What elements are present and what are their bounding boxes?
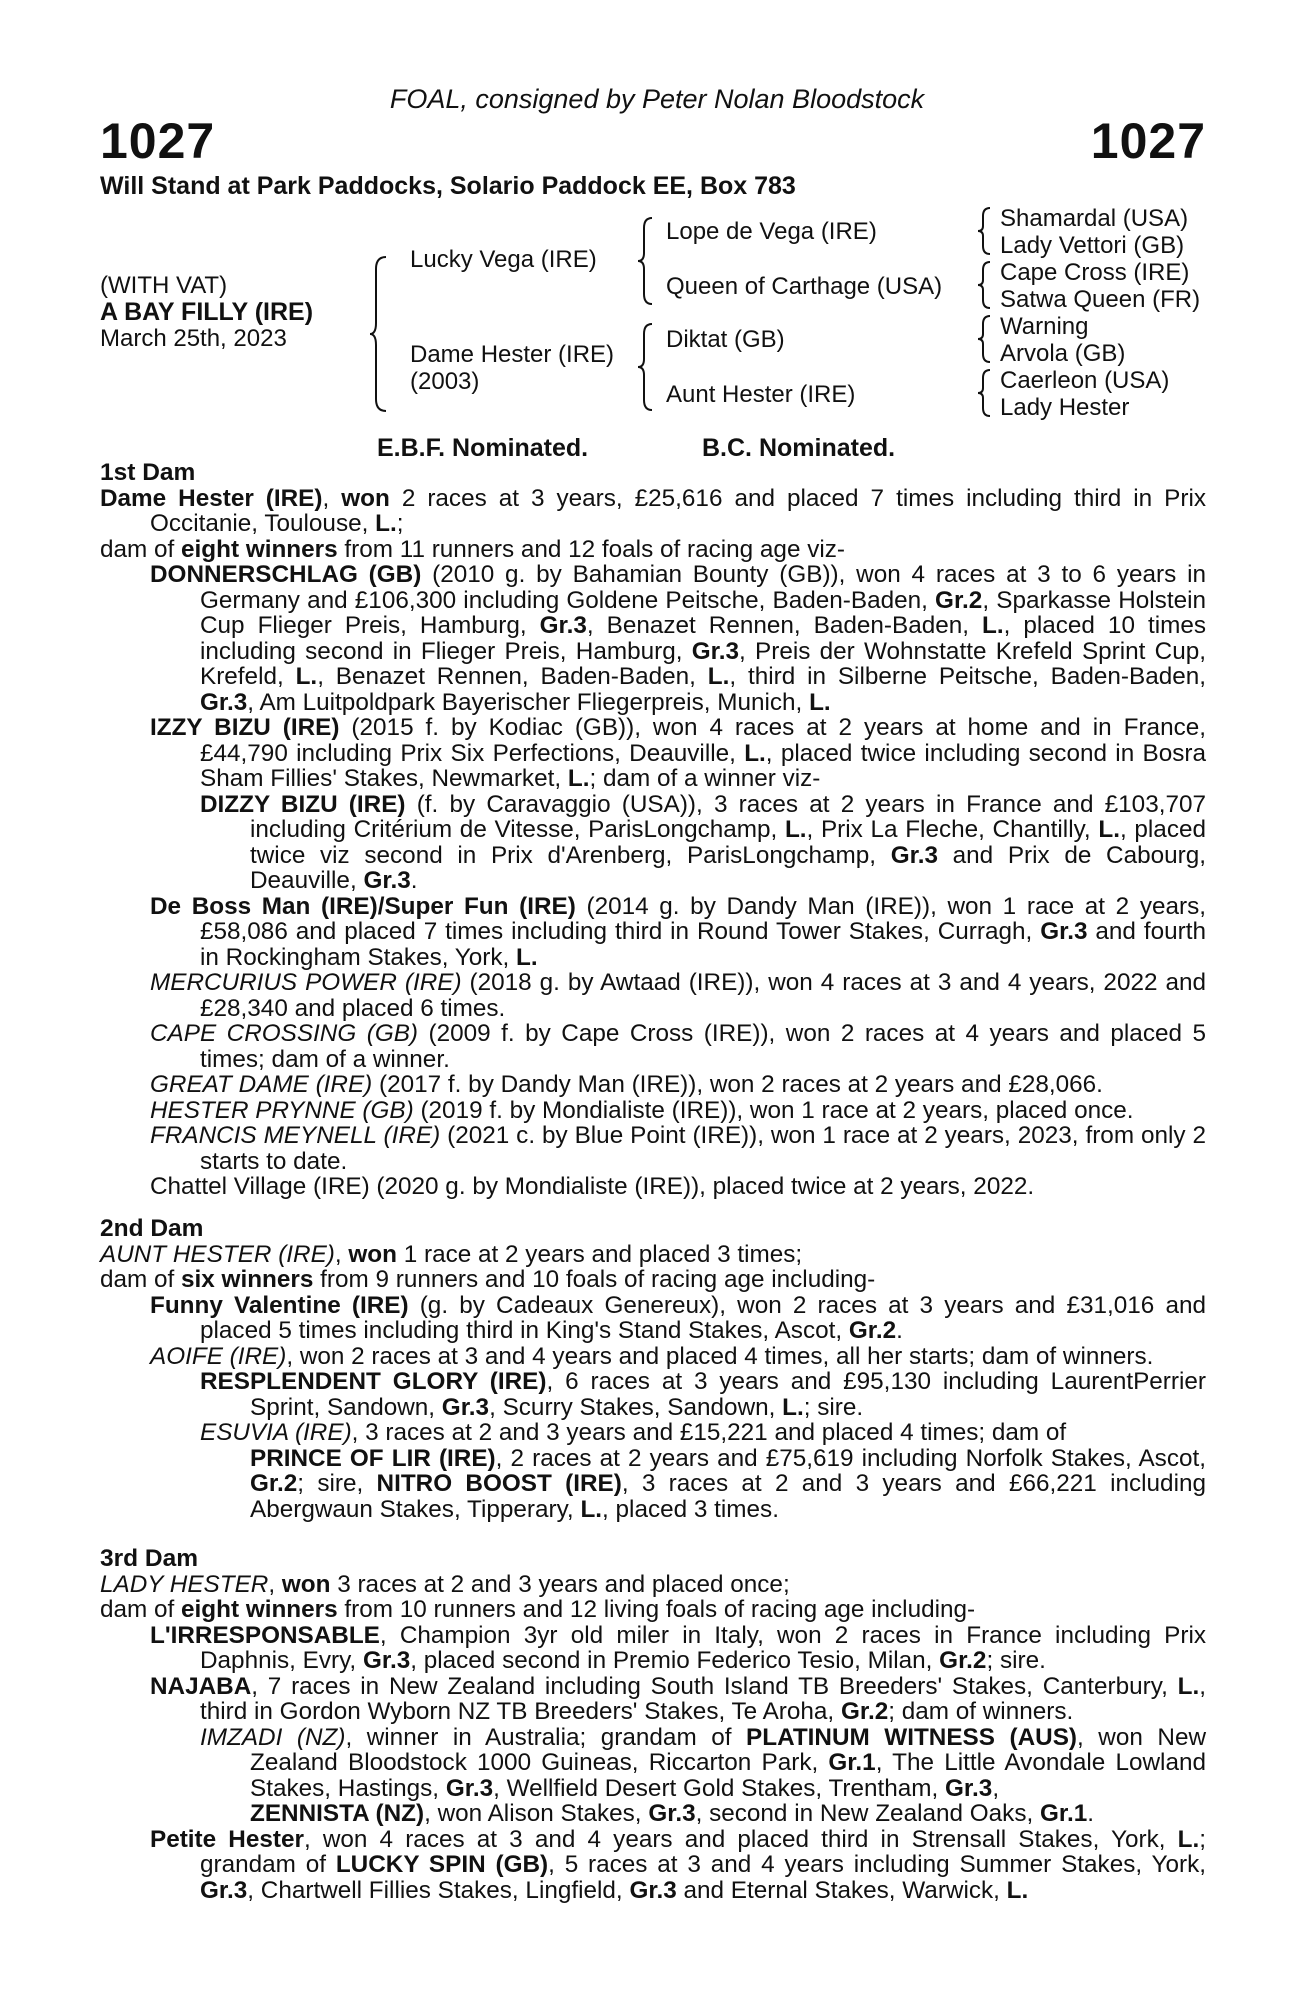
sire-dam-sire: Cape Cross (IRE) bbox=[1000, 259, 1190, 286]
text: , won New Zealand Bloodstock 1000 Guineas, Riccarton Park, bbox=[250, 1723, 1207, 1776]
consignor-line: FOAL, consigned by Peter Nolan Bloodstock bbox=[389, 84, 925, 114]
grade-tag: Gr.3 bbox=[200, 688, 248, 716]
listed-tag: L. bbox=[1177, 1825, 1200, 1853]
horse-name: ZENNISTA (NZ) bbox=[250, 1800, 425, 1827]
text: (2010 g. by Bahamian Bounty (GB)), won 4 races at 3 to 6 years in Germany and £106,300 including Goldene Peitsche, Baden-Baden, bbox=[200, 561, 1206, 614]
dam-dam-dam: Lady Hester bbox=[1000, 394, 1130, 421]
text: (f. by Caravaggio (USA)), 3 races at 2 years in France and £103,707 including Critérium de Vitesse, ParisLongchamp, bbox=[250, 790, 1206, 843]
sire-sire-dam: Lady Vettori (GB) bbox=[1000, 232, 1185, 259]
text: , 3 races at 2 and 3 years and £66,221 including Abergwaun Stakes, Tipperary, bbox=[250, 1470, 1206, 1523]
horse-name: IZZY BIZU (IRE) bbox=[150, 714, 340, 741]
horse-name: NAJABA bbox=[150, 1672, 252, 1700]
text: , Preis der Wohnstatte Krefeld Sprint Cup, Krefeld, bbox=[200, 637, 1206, 690]
text: , winner in Australia; grandam of bbox=[345, 1723, 747, 1751]
progeny-donnerschlag bbox=[100, 562, 1206, 715]
text: , 5 races at 3 and 4 years including Summer Stakes, York, bbox=[548, 1851, 1206, 1878]
text: , Am Luitpoldpark Bayerischer Fliegerpreis, Munich, bbox=[247, 688, 810, 716]
dam-sire-sire: Warning bbox=[1000, 313, 1089, 340]
second-dam-name: AUNT HESTER (IRE) bbox=[100, 1240, 335, 1268]
text: , 3 races at 2 and 3 years and £15,221 and placed 4 times; dam of bbox=[351, 1419, 1067, 1446]
horse-name: Petite Hester bbox=[150, 1825, 304, 1853]
text: , second in New Zealand Oaks, bbox=[695, 1800, 1040, 1827]
dam-sire-dam: Arvola (GB) bbox=[1000, 340, 1126, 367]
text: , Scurry Stakes, Sandown, bbox=[489, 1393, 783, 1421]
grade-tag: Gr.2 bbox=[848, 1317, 897, 1344]
progeny-petite-hester bbox=[100, 1827, 1206, 1904]
progeny-cape-crossing bbox=[100, 1021, 1206, 1072]
text: . bbox=[1087, 1800, 1095, 1827]
won-label: won bbox=[348, 1240, 397, 1268]
text: (2009 f. by Cape Cross (IRE)), won 2 races at 4 years and placed 5 times; dam of a winner. bbox=[200, 1020, 1206, 1073]
stand-location: Will Stand at Park Paddocks, Solario Paddock EE, Box 783 bbox=[100, 172, 796, 200]
horse-name: De Boss Man (IRE)/Super Fun (IRE) bbox=[150, 892, 576, 920]
horse-name: DIZZY BIZU (IRE) bbox=[200, 790, 406, 818]
grade-tag: Gr.3 bbox=[362, 1647, 411, 1674]
horse-name: IMZADI (NZ) bbox=[200, 1723, 346, 1751]
horse-name: LUCKY SPIN (GB) bbox=[335, 1851, 549, 1878]
horse-name: CAPE CROSSING (GB) bbox=[150, 1020, 419, 1047]
text: , Benazet Rennen, Baden-Baden, bbox=[586, 612, 982, 639]
vat-note: (WITH VAT) bbox=[100, 272, 228, 299]
winners-count: eight winners bbox=[181, 535, 338, 563]
sire-dam: Queen of Carthage (USA) bbox=[666, 273, 943, 300]
lot-number-right: 1027 bbox=[1090, 113, 1206, 169]
first-dam-intro: Dame Hester (IRE), won 2 races at 3 years, £25,616 and placed 7 times including third in Prix Occitanie, Toulouse, L.; bbox=[100, 484, 1206, 537]
horse-dob: March 25th, 2023 bbox=[100, 325, 287, 352]
pedigree-brace-dd bbox=[976, 368, 996, 418]
grade-tag: Gr.3 bbox=[539, 612, 587, 639]
grade-tag: Gr.3 bbox=[363, 867, 411, 894]
horse-name: DONNERSCHLAG (GB) bbox=[150, 561, 422, 588]
text: , bbox=[268, 1570, 282, 1598]
listed-tag: L. bbox=[784, 816, 807, 843]
text: , won 4 races at 3 and 4 years and placed third in Strensall Stakes, York, bbox=[303, 1825, 1178, 1853]
horse-name: Funny Valentine (IRE) bbox=[150, 1291, 409, 1319]
listed-tag: L. bbox=[744, 739, 766, 767]
sire-sire: Lope de Vega (IRE) bbox=[666, 218, 877, 245]
listed-tag: L. bbox=[707, 663, 730, 690]
text: (2021 c. by Blue Point (IRE)), won 1 race at 2 years, 2023, from only 2 starts to date. bbox=[200, 1122, 1206, 1175]
listed-tag: L. bbox=[782, 1393, 804, 1421]
second-dam-produce-summary bbox=[100, 1267, 1206, 1293]
text: and Prix de Cabourg, Deauville, bbox=[250, 841, 1206, 894]
lot-number-left: 1027 bbox=[100, 113, 216, 169]
text: from 11 runners and 12 foals of racing age viz- bbox=[337, 535, 845, 563]
text: ; sire. bbox=[986, 1647, 1046, 1674]
text: , Prix La Fleche, Chantilly, bbox=[806, 816, 1099, 843]
listed-tag: L. bbox=[982, 612, 1004, 639]
text: dam of bbox=[100, 535, 182, 563]
pedigree-brace-ss bbox=[976, 206, 996, 256]
progeny-dizzy-bizu bbox=[100, 792, 1206, 894]
grade-tag: Gr.3 bbox=[890, 841, 938, 869]
horse-name: ESUVIA (IRE) bbox=[200, 1419, 352, 1446]
text: , placed 3 times. bbox=[602, 1495, 779, 1523]
horse-name: MERCURIUS POWER (IRE) bbox=[150, 969, 462, 996]
horse-name: RESPLENDENT GLORY (IRE) bbox=[200, 1368, 547, 1395]
pedigree-brace-sire bbox=[636, 216, 658, 306]
horse-name: PLATINUM WITNESS (AUS) bbox=[746, 1723, 1077, 1751]
progeny-aoife bbox=[100, 1344, 1206, 1370]
text: (2017 f. by Dandy Man (IRE)), won 2 races at 2 years and £28,066. bbox=[372, 1071, 1103, 1098]
horse-name: HESTER PRYNNE (GB) bbox=[150, 1096, 414, 1124]
text: (2014 g. by Dandy Man (IRE)), won 1 race at 2 years, £58,086 and placed 7 times including third in Round Tower Stakes, Curragh, bbox=[200, 892, 1207, 945]
first-dam-section bbox=[100, 460, 1206, 1200]
grade-tag: Gr.2 bbox=[939, 1647, 987, 1674]
text: , won 2 races at 3 and 4 years and placed 4 times, all her starts; dam of winners. bbox=[286, 1342, 1154, 1370]
listed-tag: L. bbox=[516, 943, 538, 971]
pedigree-brace-dam bbox=[636, 322, 658, 412]
won-label: won bbox=[341, 484, 390, 512]
text: , 2 races at 2 years and £75,619 including Norfolk Stakes, Ascot, bbox=[495, 1444, 1206, 1472]
text: ; sire. bbox=[803, 1393, 864, 1421]
pedigree-brace-ds bbox=[976, 314, 996, 364]
progeny-esuvia bbox=[100, 1420, 1206, 1446]
text: and fourth in Rockingham Stakes, York, bbox=[200, 918, 1206, 971]
first-dam-produce-summary bbox=[100, 537, 1206, 563]
progeny-funny-valentine bbox=[100, 1293, 1206, 1344]
text: and Eternal Stakes, Warwick, bbox=[676, 1876, 1007, 1904]
text: ; bbox=[396, 510, 404, 537]
third-dam-section bbox=[100, 1546, 1206, 1903]
progeny-najaba bbox=[100, 1674, 1206, 1725]
listed-tag: L. bbox=[1006, 1876, 1029, 1904]
text: , Wellfield Desert Gold Stakes, Trentham, bbox=[493, 1774, 946, 1802]
text: , Champion 3yr old miler in Italy, won 2 races in France including Prix Daphnis, Evry, bbox=[200, 1621, 1206, 1674]
horse-name: A BAY FILLY (IRE) bbox=[100, 298, 314, 326]
text: ; grandam of bbox=[200, 1825, 1206, 1878]
text: ; sire, bbox=[297, 1470, 377, 1497]
listed-tag: L. bbox=[1098, 816, 1120, 843]
winners-count: eight winners bbox=[181, 1596, 338, 1623]
listed-tag: L. bbox=[1177, 1672, 1200, 1700]
pedigree-brace-main bbox=[368, 255, 392, 413]
text: , placed twice including second in Bosra Sham Fillies' Stakes, Newmarket, bbox=[200, 739, 1206, 792]
text: 1 race at 2 years and placed 3 times; bbox=[397, 1240, 803, 1268]
grade-tag: Gr.2 bbox=[935, 586, 983, 614]
grade-tag: Gr.3 bbox=[200, 1876, 248, 1904]
listed-tag: L. bbox=[567, 765, 590, 792]
first-dam-heading: 1st Dam bbox=[100, 459, 196, 486]
text: , 7 races in New Zealand including South Island TB Breeders' Stakes, Canterbury, bbox=[251, 1672, 1178, 1700]
text: , bbox=[334, 1240, 349, 1268]
text: , The Little Avondale Lowland Stakes, Hastings, bbox=[250, 1749, 1206, 1802]
ebf-nomination: E.B.F. Nominated. bbox=[377, 434, 589, 462]
text: , third in Gordon Wyborn NZ TB Breeders' Stakes, Te Aroha, bbox=[200, 1672, 1206, 1725]
grade-tag: Gr.3 bbox=[945, 1774, 993, 1802]
text: , placed 10 times including second in Flieger Preis, Hamburg, bbox=[200, 612, 1206, 665]
progeny-chattel-village: Chattel Village (IRE) (2020 g. by Mondialiste (IRE)), placed twice at 2 years, 2022. bbox=[150, 1173, 1035, 1200]
text: , placed twice viz second in Prix d'Arenberg, ParisLongchamp, bbox=[250, 816, 1206, 869]
listed-tag: L. bbox=[809, 688, 831, 716]
text: , 6 races at 3 years and £95,130 including LaurentPerrier Sprint, Sandown, bbox=[250, 1368, 1206, 1421]
text: , Chartwell Fillies Stakes, Lingfield, bbox=[247, 1876, 630, 1904]
text: , third in Silberne Peitsche, Baden-Baden, bbox=[729, 663, 1206, 690]
text: , bbox=[992, 1774, 1000, 1802]
grade-tag: Gr.2 bbox=[250, 1470, 298, 1497]
pedigree-brace-sd bbox=[976, 260, 996, 310]
first-dam-name: Dame Hester (IRE) bbox=[100, 484, 323, 512]
text: , placed second in Premio Federico Tesio, Milan, bbox=[410, 1647, 940, 1674]
grade-tag: Gr.3 bbox=[629, 1876, 677, 1904]
second-dam-section bbox=[100, 1216, 1206, 1522]
dam-dam-sire: Caerleon (USA) bbox=[1000, 367, 1170, 394]
horse-name: FRANCIS MEYNELL (IRE) bbox=[150, 1122, 441, 1149]
progeny-francis-meynell bbox=[100, 1123, 1206, 1174]
horse-name: L'IRRESPONSABLE bbox=[150, 1621, 380, 1649]
second-dam-heading: 2nd Dam bbox=[100, 1215, 204, 1242]
horse-name: GREAT DAME (IRE) bbox=[150, 1071, 373, 1098]
text: 3 races at 2 and 3 years and placed once; bbox=[330, 1570, 790, 1598]
second-dam-intro bbox=[100, 1242, 1206, 1268]
text: dam of bbox=[100, 1596, 182, 1623]
text: dam of bbox=[100, 1266, 182, 1293]
third-dam-heading: 3rd Dam bbox=[100, 1545, 199, 1572]
grade-tag: Gr.3 bbox=[441, 1393, 490, 1421]
text: , Benazet Rennen, Baden-Baden, bbox=[317, 663, 708, 690]
text: ; dam of a winner viz- bbox=[589, 765, 821, 792]
grade-tag: Gr.3 bbox=[648, 1800, 696, 1827]
third-dam-produce-summary bbox=[100, 1597, 1206, 1623]
text: (g. by Cadeaux Genereux), won 2 races at 3 years and £31,016 and placed 5 times including third in King's Stand Stakes, Ascot, bbox=[200, 1291, 1206, 1344]
won-label: won bbox=[281, 1570, 331, 1598]
listed-tag: L. bbox=[295, 663, 318, 690]
progeny-mercurius-power bbox=[100, 970, 1206, 1021]
horse-name: PRINCE OF LIR (IRE) bbox=[250, 1444, 496, 1472]
bc-nomination: B.C. Nominated. bbox=[702, 434, 896, 462]
progeny-lirresponsable bbox=[100, 1623, 1206, 1674]
text: from 9 runners and 10 foals of racing age including- bbox=[313, 1266, 876, 1293]
grade-tag: Gr.1 bbox=[828, 1749, 876, 1776]
sire-dam-dam: Satwa Queen (FR) bbox=[1000, 286, 1201, 313]
progeny-prince-of-lir bbox=[100, 1446, 1206, 1523]
dam-dam: Aunt Hester (IRE) bbox=[666, 381, 856, 408]
text: (2018 g. by Awtaad (IRE)), won 4 races at 3 and 4 years, 2022 and £28,340 and placed 6 times. bbox=[200, 969, 1206, 1022]
listed-tag: L. bbox=[375, 510, 397, 537]
horse-name: NITRO BOOST (IRE) bbox=[376, 1470, 622, 1497]
winners-count: six winners bbox=[181, 1266, 314, 1293]
grade-tag: Gr.3 bbox=[445, 1774, 494, 1802]
text: (2015 f. by Kodiac (GB)), won 4 races at 2 years at home and in France, £44,790 including Prix Six Perfections, Deauville, bbox=[200, 714, 1206, 767]
dam-sire: Diktat (GB) bbox=[666, 326, 785, 353]
progeny-izzy-bizu bbox=[100, 715, 1206, 792]
text: 2 races at 3 years, £25,616 and placed 7 times including third in Prix Occitanie, Toulouse, bbox=[150, 484, 1206, 537]
text: . bbox=[410, 867, 418, 894]
sire-sire-sire: Shamardal (USA) bbox=[1000, 205, 1189, 232]
text: ; dam of winners. bbox=[888, 1698, 1074, 1725]
dam-year: (2003) bbox=[410, 368, 480, 395]
grade-tag: Gr.1 bbox=[1039, 1800, 1088, 1827]
grade-tag: Gr.3 bbox=[1040, 918, 1088, 945]
text: , won Alison Stakes, bbox=[424, 1800, 649, 1827]
progeny-hester-prynne bbox=[100, 1098, 1206, 1124]
horse-name: AOIFE (IRE) bbox=[150, 1342, 287, 1370]
listed-tag: L. bbox=[580, 1495, 603, 1523]
grade-tag: Gr.2 bbox=[840, 1698, 889, 1725]
third-dam-intro bbox=[100, 1572, 1206, 1598]
text: (2019 f. by Mondialiste (IRE)), won 1 race at 2 years, placed once. bbox=[413, 1096, 1134, 1124]
progeny-great-dame bbox=[100, 1072, 1206, 1098]
third-dam-name: LADY HESTER bbox=[100, 1570, 269, 1598]
progeny-resplendent-glory bbox=[100, 1369, 1206, 1420]
text: from 10 runners and 12 living foals of racing age including- bbox=[337, 1596, 976, 1623]
sire-name: Lucky Vega (IRE) bbox=[410, 246, 597, 273]
grade-tag: Gr.3 bbox=[691, 637, 740, 665]
progeny-de-boss-man bbox=[100, 894, 1206, 971]
text: , Sparkasse Holstein Cup Flieger Preis, Hamburg, bbox=[200, 586, 1206, 639]
dam-name: Dame Hester (IRE) bbox=[410, 341, 615, 368]
progeny-imzadi bbox=[100, 1725, 1206, 1827]
text: . bbox=[896, 1317, 903, 1344]
